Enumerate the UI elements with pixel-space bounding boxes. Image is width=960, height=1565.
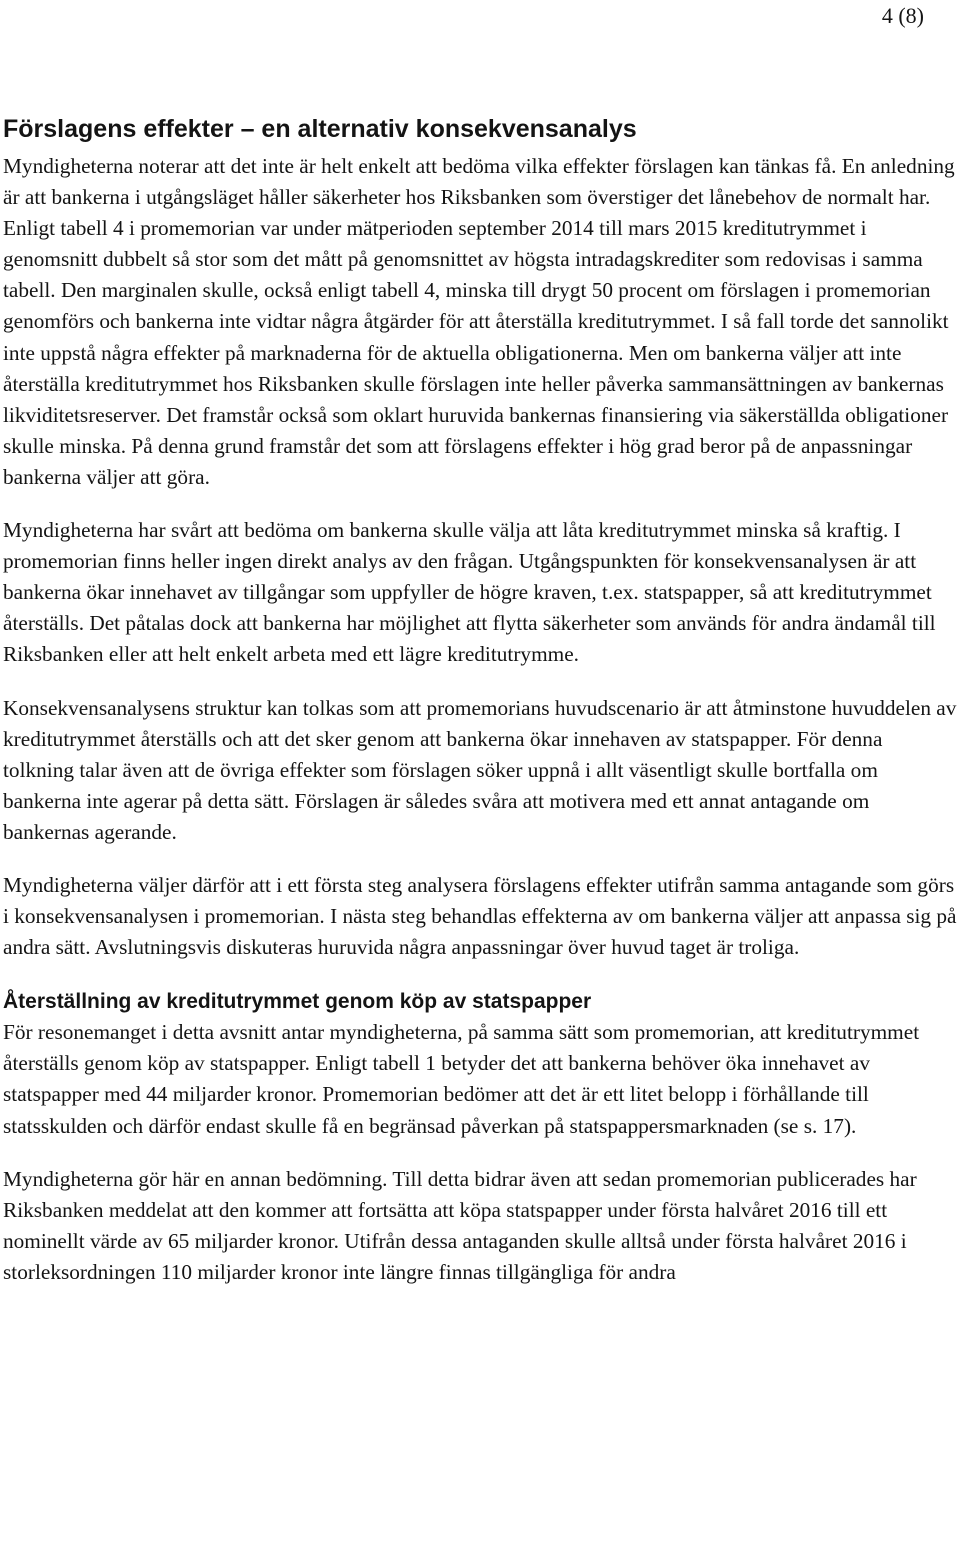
page-number: 4 (8) <box>881 3 924 28</box>
paragraph: Myndigheterna noterar att det inte är helt enkelt att bedöma vilka effekter förslagen kan tänkas få. En anledning är att bankerna i utgångsläget håller säkerheter hos Riksbanken som överstiger det lånebehov de normalt har. Enligt tabell 4 i promemorian var under mätperioden september 2014 till mars 2015 kreditutrymmet i genomsnitt dubbelt så stor som det mått på genomsnittet av högsta intradagskrediter som redovisas i samma tabell. Den marginalen skulle, också enligt tabell 4, minska till drygt 50 procent om förslagen i promemorian genomförs och bankerna inte vidtar några åtgärder för att återställa kreditutrymmet. I så fall torde det sannolikt inte uppstå några effekter på marknaderna för de aktuella obligationerna. Men om bankerna väljer att inte återställa kreditutrymmet hos Riksbanken skulle förslagen inte heller påverka sammansättningen av bankernas likviditetsreserver. Det framstår också som oklart huruvida bankernas finansiering via säkerställda obligationer skulle minska. På denna grund framstår det som att förslagens effekter i hög grad beror på de anpassningar bankerna väljer att göra. <box>3 154 955 489</box>
document-body <box>3 112 958 1288</box>
subsection-heading: Återställning av kreditutrymmet genom köp av statspapper <box>3 990 592 1014</box>
paragraph: Myndigheterna har svårt att bedöma om bankerna skulle välja att låta kreditutrymmet minska så kraftig. I promemorian finns heller ingen direkt analys av den frågan. Utgångspunkten för konsekvensanalysen är att bankerna ökar innehavet av tillgångar som uppfyller de högre kraven, t.ex. statspapper, så att kreditutrymmet återställs. Det påtalas dock att bankerna har möjlighet att flytta säkerheter som används för andra ändamål till Riksbanken eller att helt enkelt arbeta med ett lägre kreditutrymme. <box>3 518 936 667</box>
section-heading: Förslagens effekter – en alternativ konsekvensanalys <box>3 115 637 143</box>
paragraph: Myndigheterna väljer därför att i ett första steg analysera förslagens effekter utifrån samma antagande som görs i konsekvensanalysen i promemorian. I nästa steg behandlas effekterna av om bankerna väljer att anpassa sig på andra sätt. Avslutningsvis diskuteras huruvida några anpassningar över huvud taget är troliga. <box>3 872 957 960</box>
paragraph: För resonemanget i detta avsnitt antar myndigheterna, på samma sätt som promemorian, att kreditutrymmet återställs genom köp av statspapper. Enligt tabell 1 betyder det att bankerna behöver öka innehavet av statspapper med 44 miljarder kronor. Promemorian bedömer att det är ett litet belopp i förhållande till statsskulden och därför endast skulle få en begränsad påverkan på statspappersmarknaden (se s. 17). <box>3 1020 920 1138</box>
paragraph: Konsekvensanalysens struktur kan tolkas som att promemorians huvudscenario är att åtminstone huvuddelen av kreditutrymmet återställs och att det sker genom att bankerna ökar innehaven av statspapper. För denna tolkning talar även att de övriga effekter som förslagen söker uppnå i allt väsentligt skulle bortfalla om bankerna inte agerar på detta sätt. Förslagen är således svåra att motivera med ett annat antagande om bankernas agerande. <box>3 695 957 844</box>
paragraph: Myndigheterna gör här en annan bedömning. Till detta bidrar även att sedan promemorian publicerades har Riksbanken meddelat att den kommer att fortsätta att köpa statspapper under första halvåret 2016 till ett nominellt värde av 65 miljarder kronor. Utifrån dessa antaganden skulle alltså under första halvåret 2016 i storleksordningen 110 miljarder kronor inte längre finnas tillgängliga för andra <box>3 1166 917 1284</box>
